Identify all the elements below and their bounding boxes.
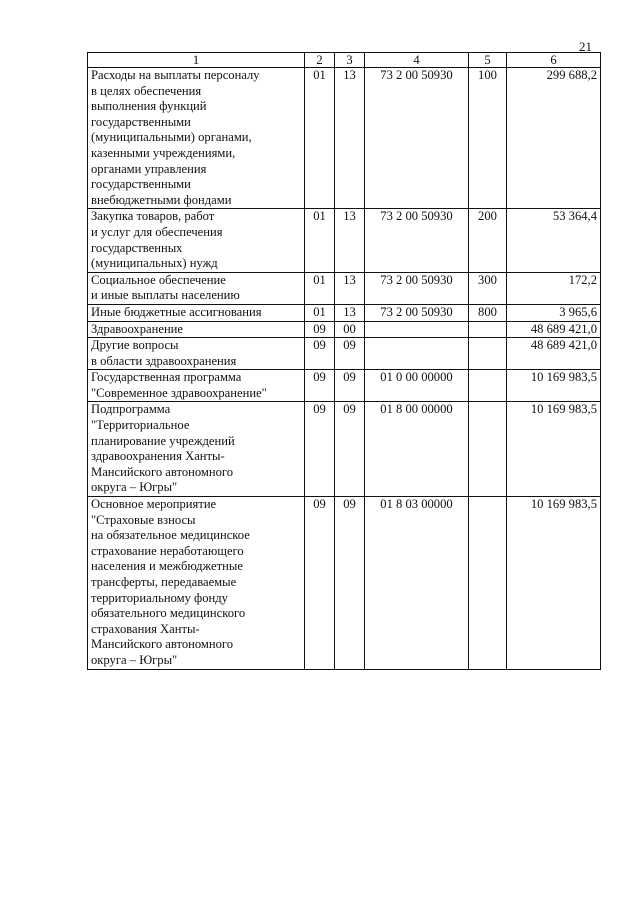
amount-text: 10 169 983,5 — [530, 402, 597, 417]
column-header: 2 — [305, 53, 335, 68]
subsection-code-text: 09 — [343, 497, 356, 512]
page-number: 21 — [579, 39, 592, 54]
table-row — [88, 338, 601, 370]
target-article-text: 73 2 00 50930 — [380, 68, 453, 82]
amount-text: 3 965,6 — [559, 304, 597, 319]
amount-text: 48 689 421,0 — [530, 321, 597, 336]
subsection-code-cell — [335, 402, 365, 497]
subsection-code-text: 13 — [343, 272, 356, 287]
table-row — [88, 497, 601, 670]
section-code-text: 09 — [313, 402, 326, 417]
section-code-cell — [305, 68, 335, 209]
amount-text: 172,2 — [568, 272, 597, 287]
row-name-cell — [88, 338, 305, 370]
amount-text: 53 364,4 — [552, 209, 597, 224]
row-name-text: Здравоохранение — [91, 321, 184, 336]
row-name-text: Расходы на выплаты персоналу в целях обеспечения выполнения функций государственными (муниципальными) органами, казенными учреждениями, органами управления государственными внебюджетными фондами — [91, 68, 260, 207]
row-name-cell — [88, 497, 305, 670]
amount-cell — [507, 272, 601, 304]
section-code-text: 09 — [313, 370, 326, 385]
amount-cell — [507, 304, 601, 321]
expense-type-text: 800 — [478, 304, 497, 319]
expense-type-text: 300 — [478, 272, 497, 287]
row-name-cell — [88, 402, 305, 497]
subsection-code-cell — [335, 321, 365, 338]
amount-text: 10 169 983,5 — [530, 497, 597, 512]
target-article-text: 01 0 00 00000 — [380, 370, 453, 385]
section-code-text: 01 — [313, 209, 326, 224]
column-header: 6 — [507, 53, 601, 68]
table-row — [88, 304, 601, 321]
section-code-text: 01 — [313, 304, 326, 319]
row-name-cell — [88, 321, 305, 338]
amount-cell — [507, 370, 601, 402]
amount-cell — [507, 402, 601, 497]
row-name-cell — [88, 209, 305, 272]
budget-table — [87, 52, 601, 670]
section-code-cell — [305, 497, 335, 670]
table-row — [88, 272, 601, 304]
section-code-text: 01 — [313, 272, 326, 287]
section-code-text: 09 — [313, 338, 326, 353]
table-row — [88, 209, 601, 272]
section-code-text: 09 — [313, 497, 326, 512]
table-row — [88, 370, 601, 402]
subsection-code-cell — [335, 497, 365, 670]
subsection-code-cell — [335, 370, 365, 402]
target-article-cell — [365, 402, 469, 497]
subsection-code-cell — [335, 272, 365, 304]
target-article-cell — [365, 338, 469, 370]
target-article-cell — [365, 209, 469, 272]
target-article-cell — [365, 68, 469, 209]
expense-type-cell — [469, 321, 507, 338]
table-header-row — [88, 53, 601, 68]
amount-text: 299 688,2 — [546, 68, 597, 82]
target-article-text: 73 2 00 50930 — [380, 304, 453, 319]
expense-type-cell — [469, 370, 507, 402]
row-name-cell — [88, 304, 305, 321]
amount-cell — [507, 497, 601, 670]
subsection-code-text: 13 — [343, 209, 356, 224]
row-name-text: Государственная программа "Современное здравоохранение" — [91, 370, 267, 400]
section-code-cell — [305, 370, 335, 402]
column-header: 1 — [88, 53, 305, 68]
target-article-cell — [365, 497, 469, 670]
amount-text: 10 169 983,5 — [530, 370, 597, 385]
expense-type-cell — [469, 402, 507, 497]
expense-type-cell — [469, 68, 507, 209]
target-article-cell — [365, 321, 469, 338]
subsection-code-text: 13 — [343, 304, 356, 319]
subsection-code-text: 00 — [343, 321, 356, 336]
row-name-cell — [88, 272, 305, 304]
column-header: 3 — [335, 53, 365, 68]
expense-type-cell — [469, 304, 507, 321]
subsection-code-cell — [335, 209, 365, 272]
column-header: 5 — [469, 53, 507, 68]
subsection-code-cell — [335, 68, 365, 209]
target-article-text: 73 2 00 50930 — [380, 272, 453, 287]
section-code-cell — [305, 402, 335, 497]
expense-type-cell — [469, 497, 507, 670]
target-article-cell — [365, 304, 469, 321]
row-name-cell — [88, 370, 305, 402]
column-header: 4 — [365, 53, 469, 68]
table-row — [88, 68, 601, 209]
target-article-text: 01 8 00 00000 — [380, 402, 453, 417]
target-article-cell — [365, 272, 469, 304]
subsection-code-cell — [335, 304, 365, 321]
section-code-cell — [305, 338, 335, 370]
target-article-cell — [365, 370, 469, 402]
amount-cell — [507, 338, 601, 370]
amount-cell — [507, 68, 601, 209]
subsection-code-text: 09 — [343, 370, 356, 385]
section-code-cell — [305, 321, 335, 338]
row-name-text: Основное мероприятие "Страховые взносы на обязательное медицинское страхование неработающего населения и межбюджетные трансферты, передаваемые территориальному фонду обязательного медицинского страхования Ханты- Мансийского автономного округа – Югры" — [91, 497, 250, 667]
row-name-text: Другие вопросы в области здравоохранения — [91, 338, 237, 368]
row-name-text: Подпрограмма "Территориальное планирование учреждений здравоохранения Ханты- Мансийского автономного округа – Югры" — [91, 402, 235, 495]
section-code-text: 09 — [313, 321, 326, 336]
row-name-cell — [88, 68, 305, 209]
amount-cell — [507, 321, 601, 338]
expense-type-cell — [469, 209, 507, 272]
section-code-text: 01 — [313, 68, 326, 82]
subsection-code-text: 13 — [343, 68, 356, 82]
expense-type-text: 200 — [478, 209, 497, 224]
row-name-text: Иные бюджетные ассигнования — [91, 304, 262, 319]
target-article-text: 73 2 00 50930 — [380, 209, 453, 224]
expense-type-cell — [469, 272, 507, 304]
amount-cell — [507, 209, 601, 272]
expense-type-cell — [469, 338, 507, 370]
subsection-code-text: 09 — [343, 402, 356, 417]
section-code-cell — [305, 304, 335, 321]
subsection-code-text: 09 — [343, 338, 356, 353]
target-article-text: 01 8 03 00000 — [380, 497, 453, 512]
expense-type-text: 100 — [478, 68, 497, 82]
section-code-cell — [305, 209, 335, 272]
row-name-text: Закупка товаров, работ и услуг для обеспечения государственных (муниципальных) нужд — [91, 209, 223, 271]
subsection-code-cell — [335, 338, 365, 370]
table-row — [88, 321, 601, 338]
row-name-text: Социальное обеспечение и иные выплаты населению — [91, 272, 240, 303]
amount-text: 48 689 421,0 — [530, 338, 597, 353]
table-row — [88, 402, 601, 497]
section-code-cell — [305, 272, 335, 304]
